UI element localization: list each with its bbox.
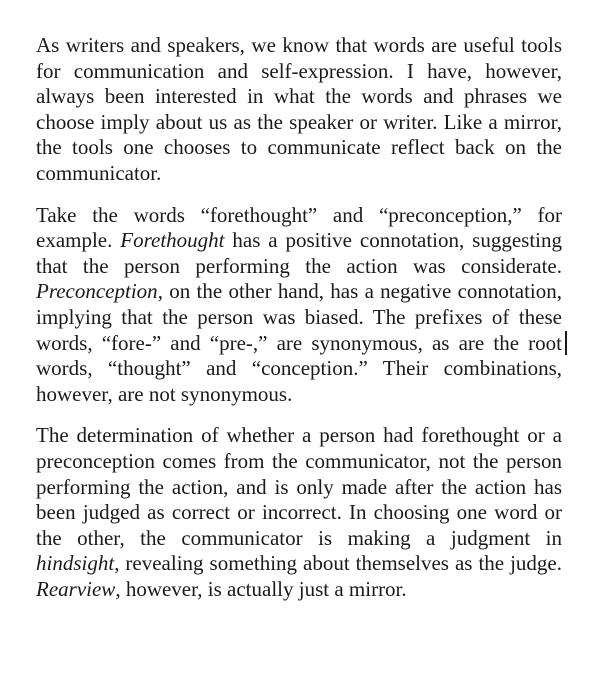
paragraph-2-text-a: Take the words “forethought” and “preconception,” for example. (36, 202, 562, 253)
paragraph-3-text-a: The determination of whether a person had forethought or a preconception comes from the communicator, not the person performing the action, and is only made after the action has been judged as correct or incorrect. In choosing one word or the other, the communicator is making a judgment in (36, 423, 562, 550)
paragraph-2 (36, 203, 562, 408)
paragraph-3-text-b: , revealing something about themselves as the judge. (114, 551, 562, 576)
paragraph-3 (36, 423, 562, 602)
italic-preconception: Preconception (36, 279, 158, 304)
paragraph-3-text-c: , however, is actually just a mirror. (115, 576, 407, 601)
paragraph-2-text-c: , on the other hand, has a negative connotation, implying that the person was biased. The prefixes of these words, “fore-” and “pre-,” are synonymous, as are the root words, “thought” and “conception.” Their combinations, however, are not synonymous. (36, 279, 562, 406)
document-body (36, 33, 562, 602)
paragraph-2-text-b: has a positive connotation, suggesting that the person performing the action was considerate. (36, 228, 562, 278)
italic-forethought: Forethought (120, 228, 225, 253)
paragraph-1-text: As writers and speakers, we know that words are useful tools for communication and self-expression. I have, however, always been interested in what the words and phrases we choose imply about us as the speaker or writer. Like a mirror, the tools one chooses to communicate reflect back on the communicator. (36, 33, 562, 185)
italic-hindsight: hindsight (36, 551, 115, 576)
paragraph-1 (36, 33, 562, 187)
italic-rearview: Rearview (36, 576, 116, 601)
text-cursor (565, 331, 567, 355)
